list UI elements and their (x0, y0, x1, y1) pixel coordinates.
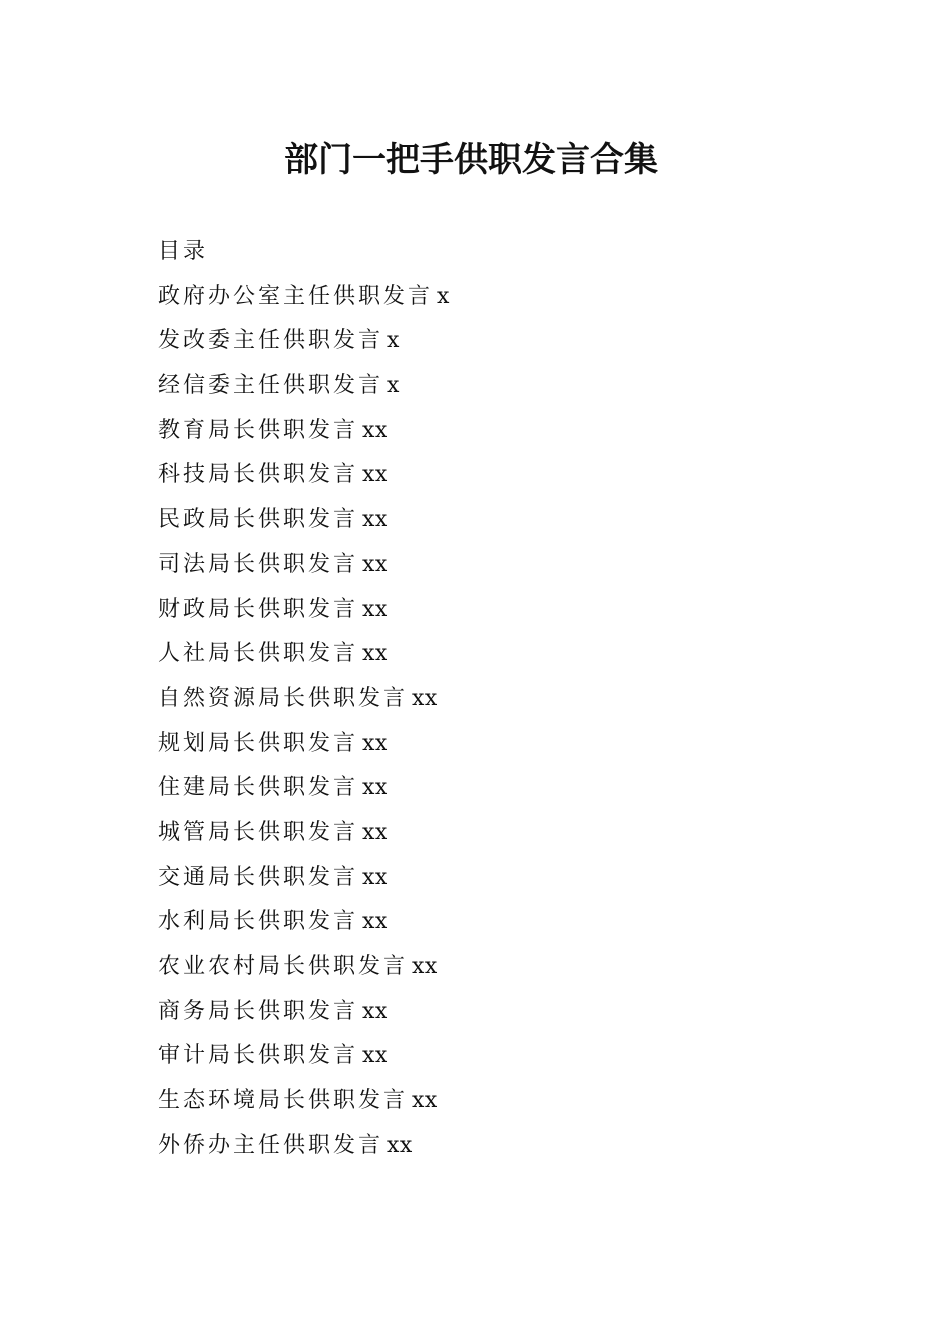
toc-entry[interactable] (158, 677, 858, 722)
toc-entry-page: x (387, 328, 400, 354)
toc-entry-page: xx (362, 864, 388, 890)
table-of-contents (158, 230, 858, 1168)
toc-entry[interactable] (158, 543, 858, 588)
toc-entry-page: xx (362, 1043, 388, 1069)
toc-entry-label: 农业农村局长供职发言 (158, 954, 409, 979)
toc-entry-label: 城管局长供职发言 (158, 819, 359, 845)
toc-entry-page: x (437, 283, 450, 309)
toc-entry-page: xx (362, 417, 388, 443)
toc-entry-label: 司法局长供职发言 (158, 551, 359, 577)
toc-entry[interactable] (158, 856, 858, 901)
toc-heading: 目录 (158, 239, 209, 264)
toc-entry[interactable] (158, 766, 858, 811)
toc-entry-label: 规划局长供职发言 (158, 730, 359, 756)
toc-entry-label: 商务局长供职发言 (158, 998, 359, 1024)
toc-entry[interactable] (158, 453, 858, 498)
toc-entry-label: 民政局长供职发言 (158, 507, 359, 533)
toc-entry-label: 政府办公室主任供职发言 (158, 283, 434, 309)
toc-entry[interactable] (158, 722, 858, 767)
toc-entry[interactable] (158, 811, 858, 856)
toc-entry[interactable] (158, 275, 858, 320)
document-title: 部门一把手供职发言合集 (284, 140, 658, 180)
toc-entry-page: xx (362, 462, 388, 488)
toc-entry-page: xx (362, 909, 388, 935)
toc-entry-label: 审计局长供职发言 (158, 1043, 359, 1069)
toc-entry-page: xx (362, 819, 388, 845)
toc-entry[interactable] (158, 498, 858, 543)
toc-entry-page: xx (412, 954, 438, 979)
toc-entry[interactable] (158, 945, 858, 990)
toc-entry-page: xx (362, 998, 388, 1024)
toc-entry-label: 发改委主任供职发言 (158, 328, 384, 354)
toc-entry-label: 水利局长供职发言 (158, 909, 359, 935)
toc-entry-label: 外侨办主任供职发言 (158, 1132, 384, 1158)
toc-list (158, 275, 858, 1169)
toc-entry-label: 交通局长供职发言 (158, 864, 359, 890)
toc-entry[interactable] (158, 588, 858, 633)
toc-entry-page: x (387, 373, 400, 399)
toc-entry-label: 生态环境局长供职发言 (158, 1088, 409, 1114)
toc-entry-label: 住建局长供职发言 (158, 775, 359, 801)
toc-entry[interactable] (158, 319, 858, 364)
toc-entry[interactable] (158, 900, 858, 945)
toc-entry-page: xx (412, 685, 438, 711)
toc-entry[interactable] (158, 1124, 858, 1169)
toc-entry[interactable] (158, 364, 858, 409)
toc-entry-page: xx (362, 596, 388, 622)
toc-entry-page: xx (362, 507, 388, 533)
toc-entry[interactable] (158, 409, 858, 454)
toc-entry-label: 经信委主任供职发言 (158, 373, 384, 399)
toc-entry-page: xx (412, 1088, 438, 1114)
toc-entry-label: 教育局长供职发言 (158, 417, 359, 443)
toc-entry[interactable] (158, 990, 858, 1035)
toc-entry-page: xx (362, 641, 388, 667)
toc-entry-page: xx (387, 1132, 413, 1158)
toc-entry-page: xx (362, 730, 388, 756)
toc-entry-label: 人社局长供职发言 (158, 641, 359, 667)
toc-entry[interactable] (158, 632, 858, 677)
toc-entry[interactable] (158, 1079, 858, 1124)
toc-entry-label: 自然资源局长供职发言 (158, 685, 409, 711)
toc-entry-page: xx (362, 551, 388, 577)
toc-entry-page: xx (362, 775, 388, 801)
toc-entry-label: 财政局长供职发言 (158, 596, 359, 622)
toc-entry-label: 科技局长供职发言 (158, 462, 359, 488)
toc-entry[interactable] (158, 1034, 858, 1079)
